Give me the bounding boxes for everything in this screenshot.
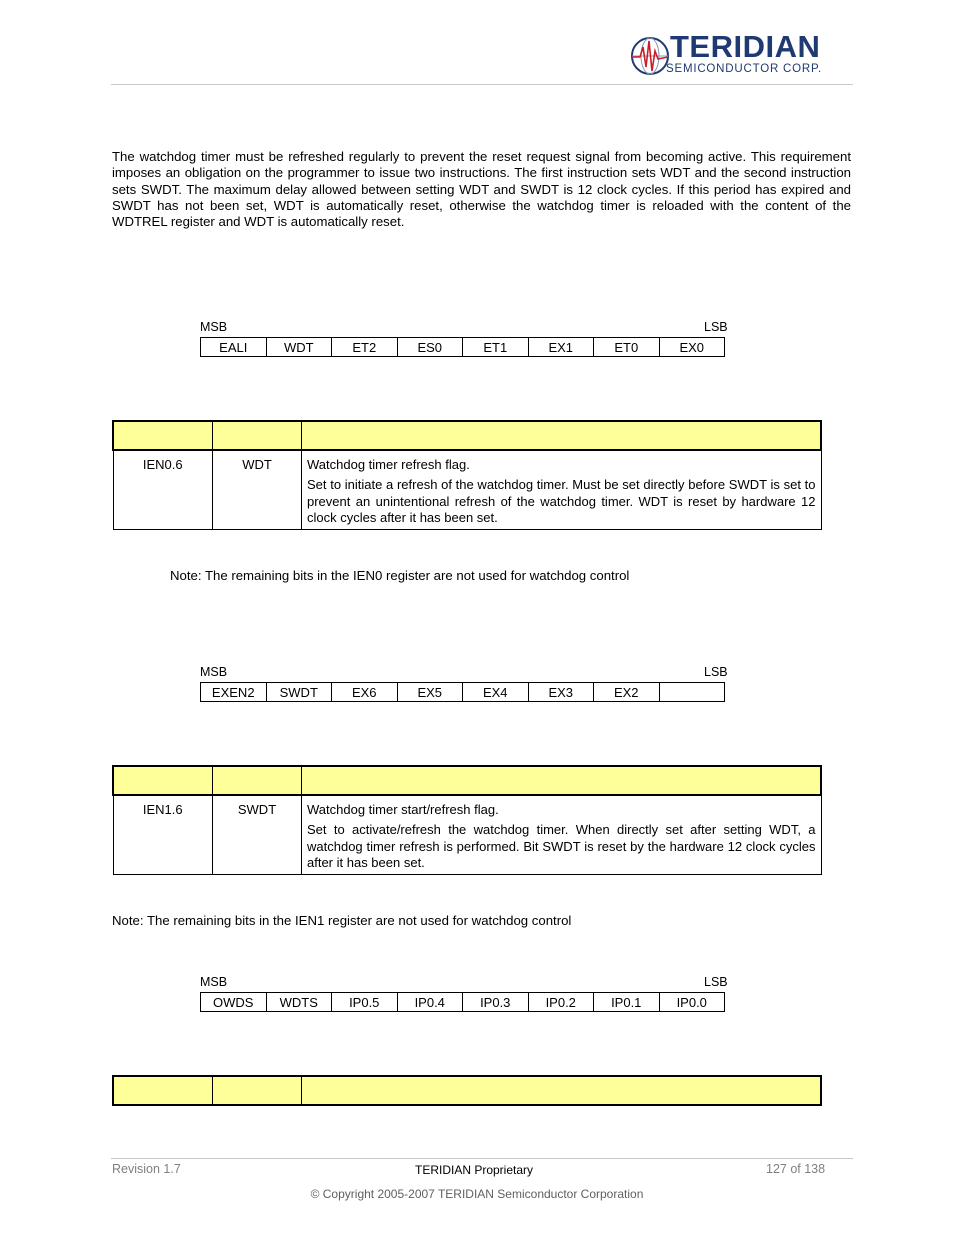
description-text: Set to initiate a refresh of the watchdog timer. Must be set directly before SWDT is set to prevent an unintentional refresh of the watchdog timer. WDT is reset by hardware 12 clock cycles after it has been set. bbox=[307, 477, 816, 525]
table-header-cell bbox=[213, 766, 302, 795]
ien1-bit-cell: EXEN2 bbox=[201, 683, 267, 702]
ien0-bit-cell: ET0 bbox=[594, 338, 660, 357]
ien1-bit-cell: EX3 bbox=[529, 683, 595, 702]
symbol-cell: SWDT bbox=[213, 795, 302, 875]
ip0-msb-label: MSB bbox=[200, 975, 228, 989]
table-header-cell bbox=[213, 1076, 302, 1105]
logo-wordmark: TERIDIAN bbox=[670, 29, 821, 64]
ien1-note: Note: The remaining bits in the IEN1 register are not used for watchdog control bbox=[112, 913, 572, 928]
ip0-bit-cell: WDTS bbox=[267, 993, 333, 1012]
ien0-bit-row bbox=[200, 337, 725, 357]
ien1-msb-label: MSB bbox=[200, 665, 228, 679]
ien0-bit-cell: EX1 bbox=[529, 338, 595, 357]
table-header-row bbox=[113, 421, 821, 450]
ien0-bit-cell: ES0 bbox=[398, 338, 464, 357]
table-row bbox=[113, 450, 821, 530]
table-header-cell bbox=[213, 421, 302, 450]
table-header-cell bbox=[302, 421, 822, 450]
table-header-cell bbox=[302, 766, 822, 795]
ien1-lsb-label: LSB bbox=[704, 665, 728, 679]
description-line: Watchdog timer refresh flag. bbox=[307, 457, 470, 472]
bit-cell: IEN0.6 bbox=[113, 450, 213, 530]
logo-subtitle: SEMICONDUCTOR CORP. bbox=[666, 63, 822, 75]
ien1-bit-cell: EX2 bbox=[594, 683, 660, 702]
ip0-bit-cell: OWDS bbox=[201, 993, 267, 1012]
ip0-bit-cell: IP0.2 bbox=[529, 993, 595, 1012]
ip0-bit-cell: IP0.5 bbox=[332, 993, 398, 1012]
ien1-description-table bbox=[112, 765, 822, 875]
ien0-description-table bbox=[112, 420, 822, 530]
ien1-bit-row bbox=[200, 682, 725, 702]
ien1-bit-cell: EX6 bbox=[332, 683, 398, 702]
table-header-cell bbox=[113, 766, 213, 795]
ien1-bit-cell bbox=[660, 683, 726, 702]
symbol-cell: WDT bbox=[213, 450, 302, 530]
ien0-bit-cell: WDT bbox=[267, 338, 333, 357]
table-row bbox=[113, 795, 821, 875]
footer-proprietary: TERIDIAN Proprietary bbox=[415, 1163, 534, 1177]
ip0-lsb-label: LSB bbox=[704, 975, 728, 989]
ien1-bit-cell: EX5 bbox=[398, 683, 464, 702]
ip0-bit-row bbox=[200, 992, 725, 1012]
ien0-bit-cell: EX0 bbox=[660, 338, 726, 357]
logo-globe-icon bbox=[630, 35, 670, 77]
ip0-description-table bbox=[112, 1075, 822, 1106]
header-rule bbox=[111, 84, 853, 85]
ip0-bit-cell: IP0.4 bbox=[398, 993, 464, 1012]
bit-cell: IEN1.6 bbox=[113, 795, 213, 875]
table-header-row bbox=[113, 766, 821, 795]
footer-page-number: 127 of 138 bbox=[766, 1162, 826, 1176]
description-text: Set to activate/refresh the watchdog timer. When directly set after setting WDT, a watchdog timer refresh is performed. Bit SWDT is reset by the hardware 12 clock cycles after it has been set. bbox=[307, 822, 816, 870]
teridian-logo bbox=[630, 29, 830, 79]
description-line: Watchdog timer start/refresh flag. bbox=[307, 802, 499, 817]
table-header-cell bbox=[113, 421, 213, 450]
ien0-bit-cell: ET1 bbox=[463, 338, 529, 357]
footer-rule bbox=[111, 1158, 853, 1159]
description-cell bbox=[302, 795, 822, 875]
table-header-row bbox=[113, 1076, 821, 1105]
intro-paragraph: The watchdog timer must be refreshed regularly to prevent the reset request signal from becoming active. This requirement imposes an obligation on the programmer to issue two instructions. The first instruction sets WDT and the second instruction sets SWDT. The maximum delay allowed between setting WDT and SWDT is 12 clock cycles. If this period has expired and SWDT has not been set, WDT is automatically reset, otherwise the watchdog timer is reloaded with the content of the WDTREL register and WDT is automatically reset. bbox=[112, 149, 851, 230]
ien0-bit-cell: EALI bbox=[201, 338, 267, 357]
ien0-bit-cell: ET2 bbox=[332, 338, 398, 357]
ien0-lsb-label: LSB bbox=[704, 320, 728, 334]
ip0-bit-cell: IP0.3 bbox=[463, 993, 529, 1012]
footer-copyright: © Copyright 2005-2007 TERIDIAN Semiconductor Corporation bbox=[310, 1187, 644, 1201]
ien1-bit-cell: SWDT bbox=[267, 683, 333, 702]
description-cell bbox=[302, 450, 822, 530]
table-header-cell bbox=[113, 1076, 213, 1105]
ien0-msb-label: MSB bbox=[200, 320, 228, 334]
table-header-cell bbox=[302, 1076, 822, 1105]
ip0-bit-cell: IP0.1 bbox=[594, 993, 660, 1012]
ien0-note: Note: The remaining bits in the IEN0 register are not used for watchdog control bbox=[170, 568, 630, 583]
ip0-bit-cell: IP0.0 bbox=[660, 993, 726, 1012]
footer-revision: Revision 1.7 bbox=[112, 1162, 181, 1176]
ien1-bit-cell: EX4 bbox=[463, 683, 529, 702]
